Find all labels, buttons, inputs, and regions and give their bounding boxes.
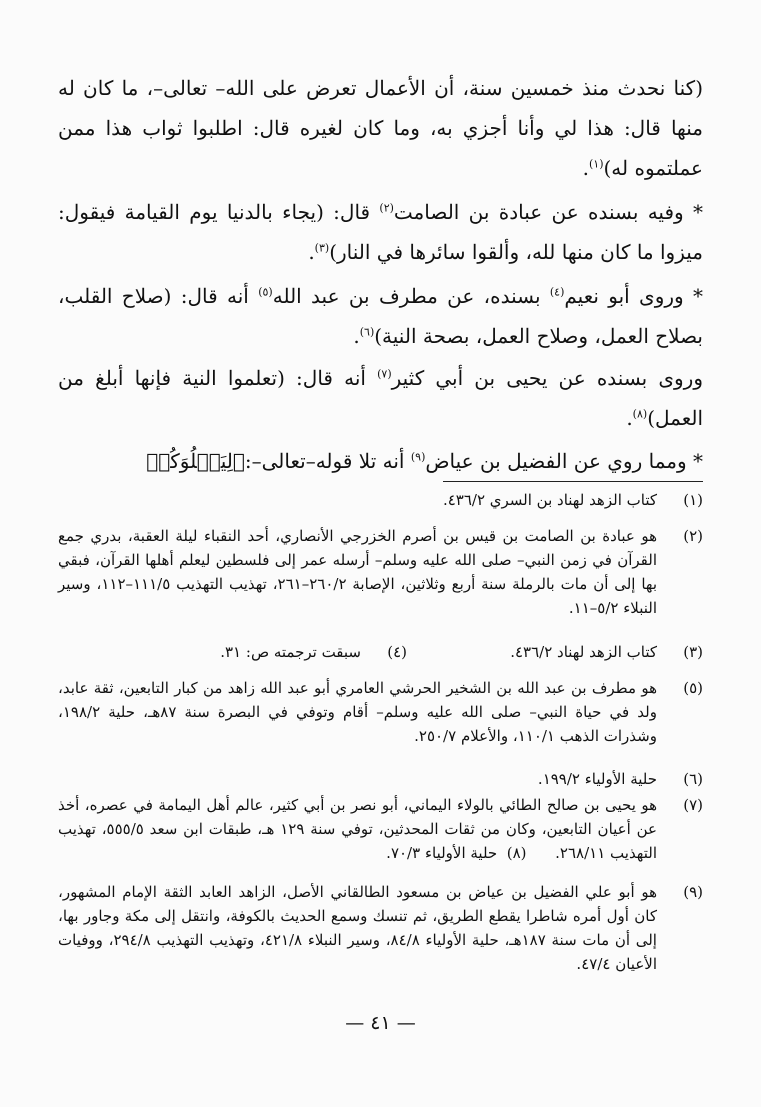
footnote-text: حلية الأولياء ٧٠/٣. xyxy=(386,844,498,862)
footnote-number: (٨) xyxy=(506,844,527,862)
footnote-number: (٦) xyxy=(683,770,703,788)
footnote-7-8 xyxy=(58,793,703,865)
footnote-3-4 xyxy=(58,640,703,664)
paragraph-2-end: . xyxy=(308,240,315,264)
footnote-text: هو مطرف بن عبد الله بن الشخير الحرشي العامري أبو عبد الله زاهد من كبار التابعين، ثقة عابد، ولد في حياة النبي– صلى الله عليه وسلم– أقام وتوفي في البصرة سنة ٨٧هـ، حلية ١٩٨/٢، وشذرات الذهب ١١٠/١، والأعلام ٢٥٠/٧. xyxy=(58,679,657,745)
footnote-number: (٢) xyxy=(683,527,703,545)
footnote-text: سبقت ترجمته ص: ٣١. xyxy=(220,643,361,661)
paragraph-3 xyxy=(58,276,703,356)
footnote-1 xyxy=(58,488,703,512)
footnote-divider xyxy=(443,481,703,482)
paragraph-4-text-a: وروى بسنده عن يحيى بن أبي كثير xyxy=(391,366,703,390)
footnote-text: حلية الأولياء ١٩٩/٢. xyxy=(537,770,657,788)
footnote-number: (٩) xyxy=(683,883,703,901)
footnote-number: (٣) xyxy=(683,643,703,661)
paragraph-3-text-a: * وروى أبو نعيم xyxy=(564,284,704,308)
paragraph-3-text-b: بسنده، عن مطرف بن عبد الله xyxy=(272,284,550,308)
paragraph-4 xyxy=(58,358,703,438)
paragraph-4-end: . xyxy=(626,406,633,430)
paragraph-5 xyxy=(58,441,703,481)
paragraph-2-text-b: قال: (يجاء بالدنيا يوم القيامة فيقول: ميزوا ما كان منها لله، وألقوا سائرها في النار) xyxy=(58,200,703,264)
footnote-2 xyxy=(58,524,703,620)
page-number: — ٤١ — xyxy=(345,1012,416,1034)
paragraph-2-text-a: * وفيه بسنده عن عبادة بن الصامت xyxy=(393,200,703,224)
paragraph-5-text-b: أنه تلا قوله–تعالى–:﴿لِيَبۡلُوَكُمۡ xyxy=(146,449,411,473)
footnote-line xyxy=(58,640,657,664)
footnote-number: (٧) xyxy=(683,796,703,814)
paragraph-1-end: . xyxy=(582,156,589,180)
paragraph-3-text-c: أنه قال: (صلاح القلب، بصلاح العمل، وصلاح العمل، بصحة النية) xyxy=(58,284,703,348)
footnote-ref-9[interactable]: (٩) xyxy=(410,450,426,464)
footnote-ref-4[interactable]: (٤) xyxy=(549,285,565,299)
footnote-ref-8[interactable]: (٨) xyxy=(632,407,648,421)
footnote-ref-2[interactable]: (٢) xyxy=(379,201,394,215)
footnote-text-block xyxy=(58,793,657,865)
footnote-number: (١) xyxy=(683,491,703,509)
footnote-text: هو أبو علي الفضيل بن عياض بن مسعود الطالقاني الأصل، الزاهد العابد الثقة الإمام المشهور، كان أول أمره شاطرا يقطع الطريق، ثم تنسك وسمع الحديث بالكوفة، وانتقل إلى مكة وجاور بها، إلى أن مات سنة ١٨٧هـ، حلية الأولياء ٨٤/٨، وسير النبلاء ٤٢١/٨، وتهذيب التهذيب ٢٩٤/٨، ووفيات الأعيان ٤٧/٤. xyxy=(58,883,657,973)
footnote-9 xyxy=(58,880,703,976)
footnote-text: هو عبادة بن الصامت بن قيس بن أصرم الخزرجي الأنصاري، أحد النقباء ليلة العقبة، بدري جمع القرآن في زمن النبي– صلى الله عليه وسلم– أرسله عمر إلى فلسطين ليعلم أهلها القرآن، فبقي بها إلى أن مات بالرملة سنة أربع وثلاثين، الإصابة ٢٦٠/٢–٢٦١، تهذيب التهذيب ١١١/٥–١١٢، وسير النبلاء ٥/٢–١١. xyxy=(58,527,658,617)
footnote-number: (٤) xyxy=(387,643,407,661)
paragraph-2 xyxy=(58,192,703,272)
paragraph-3-end: . xyxy=(353,324,360,348)
footnote-6 xyxy=(58,767,703,791)
paragraph-1 xyxy=(58,68,703,188)
footnote-text: كتاب الزهد لهناد ٤٣٦/٢. xyxy=(510,643,657,661)
footnote-text: كتاب الزهد لهناد بن السري ٤٣٦/٢. xyxy=(442,491,657,509)
footnote-ref-5[interactable]: (٥) xyxy=(258,285,273,299)
footnote-number: (٥) xyxy=(683,679,703,697)
footnote-text: هو يحيى بن صالح الطائي بالولاء اليماني، أبو نصر بن أبي كثير، عالم أهل اليمامة في عصره، أخذ عن أعيان التابعين، وكان من ثقات المحدثين، توفي سنة ١٢٩ هـ، طبقات ابن سعد ٥٥٥/٥، تهذيب التهذيب ٢٦٨/١١. xyxy=(58,796,657,862)
footnote-ref-6[interactable]: (٦) xyxy=(359,325,375,339)
footnote-ref-1[interactable]: (١) xyxy=(588,157,604,171)
footnote-5 xyxy=(58,676,703,748)
paragraph-4-text-b: أنه قال: (تعلموا النية فإنها أبلغ من العمل) xyxy=(58,366,703,430)
paragraph-1-text: (كنا نحدث منذ خمسين سنة، أن الأعمال تعرض على الله– تعالى–، ما كان له منها قال: هذا لي وأنا أجزي به، وما كان لغيره قال: اطلبوا ثواب هذا ممن عملتموه له) xyxy=(58,76,703,180)
footnote-ref-7[interactable]: (٧) xyxy=(377,367,392,381)
footnote-ref-3[interactable]: (٣) xyxy=(314,241,330,255)
paragraph-5-text-a: * ومما روي عن الفضيل بن عياض xyxy=(425,449,703,473)
